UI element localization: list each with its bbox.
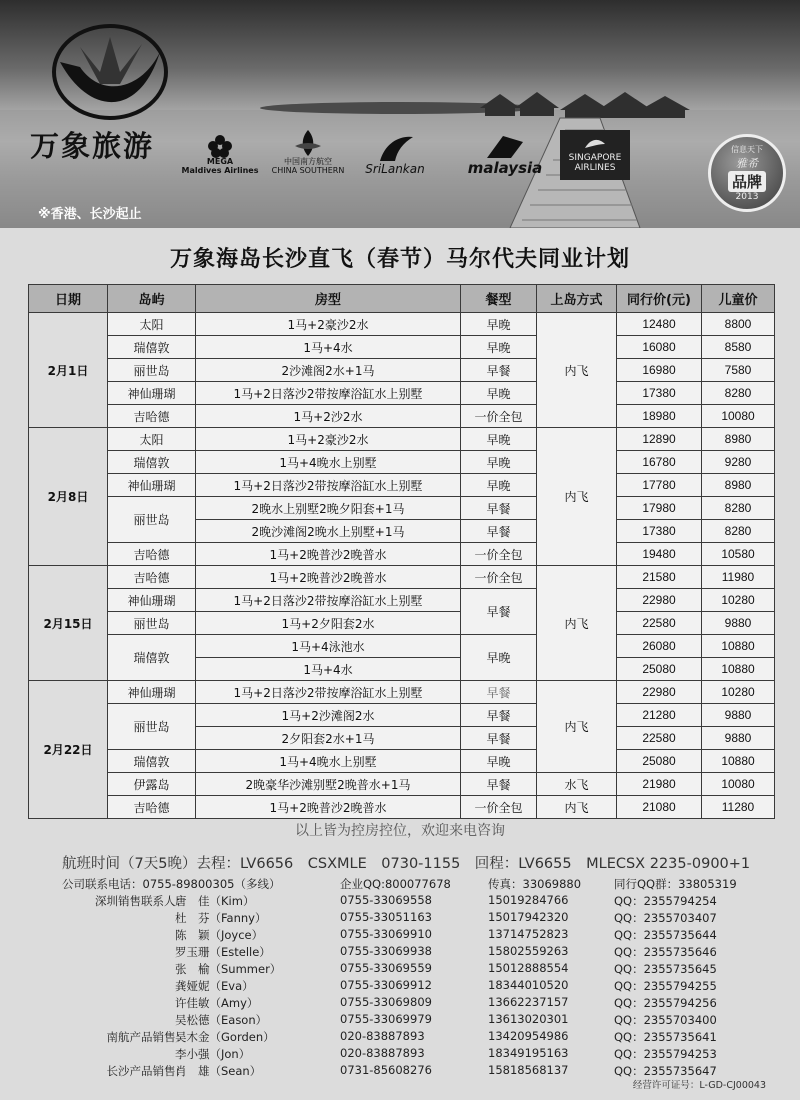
cell-price: 25080 bbox=[617, 658, 702, 681]
cell-price: 17380 bbox=[617, 520, 702, 543]
brand-award-badge bbox=[708, 134, 786, 212]
cell-meal: 早晚 bbox=[461, 336, 537, 359]
contact-phone: 0755-33069559 bbox=[340, 961, 432, 975]
cell-island: 神仙珊瑚 bbox=[108, 681, 196, 704]
cell-child-price: 10880 bbox=[702, 750, 775, 773]
contact-phone: 0755-33069809 bbox=[340, 995, 432, 1009]
cell-transfer: 内飞 bbox=[537, 313, 617, 428]
cell-room: 1马+4晚水上别墅 bbox=[196, 451, 461, 474]
cell-room: 1马+2夕阳套2水 bbox=[196, 612, 461, 635]
cell-room: 1马+2日落沙2带按摩浴缸水上别墅 bbox=[196, 589, 461, 612]
contact-group-label: 长沙产品销售： bbox=[106, 1064, 187, 1078]
contact-name: 吴木金（Gorden） bbox=[175, 1030, 275, 1044]
contact-qq: QQ：2355735645 bbox=[614, 962, 717, 976]
company-qq: 企业QQ:800077678 bbox=[340, 877, 451, 891]
itinerary-price-table bbox=[28, 284, 775, 819]
cell-date: 2月8日 bbox=[29, 428, 108, 566]
cell-island: 吉哈德 bbox=[108, 566, 196, 589]
contact-name: 吴松德（Eason） bbox=[175, 1013, 268, 1027]
cell-room: 1马+4水 bbox=[196, 336, 461, 359]
cell-meal: 早餐 bbox=[461, 359, 537, 382]
cell-price: 16980 bbox=[617, 359, 702, 382]
cell-child-price: 10080 bbox=[702, 405, 775, 428]
contact-qq: QQ：2355735644 bbox=[614, 928, 717, 942]
cell-price: 16080 bbox=[617, 336, 702, 359]
cell-child-price: 8800 bbox=[702, 313, 775, 336]
header-transfer: 上岛方式 bbox=[537, 285, 617, 313]
cell-child-price: 8980 bbox=[702, 428, 775, 451]
table-row bbox=[29, 681, 775, 704]
cell-room: 1马+2晚普沙2晚普水 bbox=[196, 543, 461, 566]
contact-mobile: 15019284766 bbox=[488, 893, 569, 907]
cell-room: 1马+4水 bbox=[196, 658, 461, 681]
airline-name-malaysia: malaysia bbox=[467, 158, 543, 177]
cell-child-price: 10080 bbox=[702, 773, 775, 796]
cell-child-price: 10580 bbox=[702, 543, 775, 566]
cell-child-price: 10280 bbox=[702, 589, 775, 612]
badge-line-1: 信息天下 bbox=[731, 145, 763, 154]
contact-row bbox=[0, 944, 800, 960]
departure-note: ※香港、长沙起止 bbox=[38, 207, 142, 222]
cell-room: 1马+4泳池水 bbox=[196, 635, 461, 658]
table-row bbox=[29, 635, 775, 658]
cell-island: 吉哈德 bbox=[108, 405, 196, 428]
cell-meal: 早晚 bbox=[461, 474, 537, 497]
contact-group-label: 南航产品销售： bbox=[106, 1030, 187, 1044]
cell-price: 21280 bbox=[617, 704, 702, 727]
cell-meal: 早晚 bbox=[461, 451, 537, 474]
cell-meal: 早餐 bbox=[461, 773, 537, 796]
cell-price: 26080 bbox=[617, 635, 702, 658]
cell-island: 太阳 bbox=[108, 313, 196, 336]
peer-qq-group: 同行QQ群：33805319 bbox=[614, 877, 737, 891]
cell-transfer: 内飞 bbox=[537, 681, 617, 773]
table-header-row bbox=[29, 285, 775, 313]
contact-mobile: 13714752823 bbox=[488, 927, 569, 941]
cell-child-price: 8280 bbox=[702, 497, 775, 520]
table-row bbox=[29, 589, 775, 612]
contact-mobile: 13613020301 bbox=[488, 1012, 569, 1026]
contact-phone: 0755-33069912 bbox=[340, 978, 432, 992]
cell-child-price: 9880 bbox=[702, 727, 775, 750]
airline-name-srilankan: SriLankan bbox=[365, 161, 425, 176]
header-date: 日期 bbox=[29, 285, 108, 313]
cell-price: 22580 bbox=[617, 727, 702, 750]
airline-name-singapore: SINGAPORE AIRLINES bbox=[568, 153, 622, 173]
contact-name: 唐 佳（Kim） bbox=[175, 894, 255, 908]
cell-meal: 早晚 bbox=[461, 750, 537, 773]
cell-child-price: 8580 bbox=[702, 336, 775, 359]
cell-child-price: 9880 bbox=[702, 704, 775, 727]
header-room: 房型 bbox=[196, 285, 461, 313]
table-row bbox=[29, 428, 775, 451]
table-row bbox=[29, 543, 775, 566]
cell-price: 21580 bbox=[617, 566, 702, 589]
cell-island: 瑞僖敦 bbox=[108, 635, 196, 681]
cell-room: 1马+2豪沙2水 bbox=[196, 428, 461, 451]
cell-room: 1马+2晚普沙2晚普水 bbox=[196, 566, 461, 589]
contact-name: 李小强（Jon） bbox=[175, 1047, 251, 1061]
company-phone: 公司联系电话：0755-89800305（多线） bbox=[62, 877, 281, 891]
cell-meal: 早晚 bbox=[461, 635, 537, 681]
contact-qq: QQ：2355703400 bbox=[614, 1013, 717, 1027]
flight-schedule: 航班时间（7天5晚）去程：LV6656 CSXMLE 0730-1155 回程：LV6655 MLECSX 2235-0900+1 bbox=[62, 856, 751, 872]
cell-child-price: 8280 bbox=[702, 382, 775, 405]
cell-price: 22980 bbox=[617, 589, 702, 612]
cell-room: 1马+4晚水上别墅 bbox=[196, 750, 461, 773]
header-child-price: 儿童价 bbox=[702, 285, 775, 313]
company-fax: 传真：33069880 bbox=[488, 877, 582, 891]
cell-price: 12480 bbox=[617, 313, 702, 336]
cell-child-price: 10280 bbox=[702, 681, 775, 704]
table-row bbox=[29, 405, 775, 428]
company-contact-row bbox=[0, 876, 800, 892]
header-meal: 餐型 bbox=[461, 285, 537, 313]
cell-transfer: 内飞 bbox=[537, 566, 617, 681]
cell-island: 伊露岛 bbox=[108, 773, 196, 796]
badge-line-3: 品牌 bbox=[728, 171, 766, 192]
cell-date: 2月1日 bbox=[29, 313, 108, 428]
cell-room: 1马+2豪沙2水 bbox=[196, 313, 461, 336]
cell-price: 19480 bbox=[617, 543, 702, 566]
cell-child-price: 7580 bbox=[702, 359, 775, 382]
cell-room: 2晚水上别墅2晚夕阳套+1马 bbox=[196, 497, 461, 520]
cell-island: 瑞僖敦 bbox=[108, 451, 196, 474]
cell-island: 神仙珊瑚 bbox=[108, 474, 196, 497]
cell-price: 12890 bbox=[617, 428, 702, 451]
cell-child-price: 9880 bbox=[702, 612, 775, 635]
cell-meal: 一价全包 bbox=[461, 543, 537, 566]
cell-island: 丽世岛 bbox=[108, 704, 196, 750]
table-row bbox=[29, 612, 775, 635]
contact-qq: QQ：2355735646 bbox=[614, 945, 717, 959]
contact-row bbox=[0, 1012, 800, 1028]
cell-child-price: 10880 bbox=[702, 658, 775, 681]
cell-price: 17980 bbox=[617, 497, 702, 520]
cell-room: 1马+2日落沙2带按摩浴缸水上别墅 bbox=[196, 681, 461, 704]
table-row bbox=[29, 359, 775, 382]
contact-mobile: 15012888554 bbox=[488, 961, 569, 975]
contact-mobile: 18344010520 bbox=[488, 978, 569, 992]
contact-qq: QQ：2355794253 bbox=[614, 1047, 717, 1061]
contact-qq: QQ：2355735641 bbox=[614, 1030, 717, 1044]
contact-name: 罗玉珊（Estelle） bbox=[175, 945, 271, 959]
cell-price: 21980 bbox=[617, 773, 702, 796]
cell-child-price: 11980 bbox=[702, 566, 775, 589]
contact-mobile: 15818568137 bbox=[488, 1063, 569, 1077]
cell-meal: 早晚 bbox=[461, 428, 537, 451]
table-row bbox=[29, 497, 775, 520]
cell-room: 1马+2日落沙2带按摩浴缸水上别墅 bbox=[196, 382, 461, 405]
contact-phone: 020-83887893 bbox=[340, 1046, 425, 1060]
badge-line-2: 雅希 bbox=[736, 157, 758, 170]
cell-room: 1马+2日落沙2带按摩浴缸水上别墅 bbox=[196, 474, 461, 497]
peacock-icon bbox=[375, 133, 415, 163]
cell-room: 1马+2沙2水 bbox=[196, 405, 461, 428]
cell-meal: 早餐 bbox=[461, 727, 537, 750]
banner bbox=[0, 0, 800, 228]
cell-island: 瑞僖敦 bbox=[108, 336, 196, 359]
cell-child-price: 11280 bbox=[702, 796, 775, 819]
contact-row bbox=[0, 995, 800, 1011]
contact-phone: 0755-33069910 bbox=[340, 927, 432, 941]
table-row bbox=[29, 474, 775, 497]
cell-room: 2晚沙滩阁2晚水上别墅+1马 bbox=[196, 520, 461, 543]
contact-phone: 0731-85608276 bbox=[340, 1063, 432, 1077]
cell-room: 2夕阳套2水+1马 bbox=[196, 727, 461, 750]
contact-qq: QQ：2355703407 bbox=[614, 911, 717, 925]
table-row bbox=[29, 773, 775, 796]
bird-icon bbox=[583, 136, 607, 154]
cell-price: 22580 bbox=[617, 612, 702, 635]
table-row bbox=[29, 704, 775, 727]
cell-price: 18980 bbox=[617, 405, 702, 428]
cell-meal: 早餐 bbox=[461, 497, 537, 520]
cell-transfer: 内飞 bbox=[537, 796, 617, 819]
airline-logo-china-southern bbox=[268, 124, 348, 176]
cell-meal: 早餐 bbox=[461, 589, 537, 635]
page-title: 万象海岛长沙直飞（春节）马尔代夫同业计划 bbox=[169, 247, 630, 272]
booking-note: 以上皆为控房控位，欢迎来电咨询 bbox=[295, 823, 505, 839]
contact-name: 杜 芬（Fanny） bbox=[175, 911, 267, 925]
cell-child-price: 8280 bbox=[702, 520, 775, 543]
airline-name-china-southern: 中国南方航空 CHINA SOUTHERN bbox=[271, 157, 345, 176]
brand-name: 万象旅游 bbox=[30, 129, 155, 163]
cell-island: 神仙珊瑚 bbox=[108, 589, 196, 612]
contact-mobile: 15802559263 bbox=[488, 944, 569, 958]
cell-island: 吉哈德 bbox=[108, 796, 196, 819]
contact-mobile: 13662237157 bbox=[488, 995, 569, 1009]
contact-mobile: 13420954986 bbox=[488, 1029, 569, 1043]
flower-icon bbox=[205, 132, 235, 158]
contact-phone: 0755-33051163 bbox=[340, 910, 432, 924]
contact-row bbox=[0, 978, 800, 994]
airline-logo-mega bbox=[180, 124, 260, 176]
contact-qq: QQ：2355794256 bbox=[614, 996, 717, 1010]
table-row bbox=[29, 750, 775, 773]
kapok-flower-icon bbox=[293, 128, 323, 158]
cell-island: 太阳 bbox=[108, 428, 196, 451]
table-row bbox=[29, 313, 775, 336]
cell-child-price: 9280 bbox=[702, 451, 775, 474]
contact-name: 陈 颖（Joyce） bbox=[175, 928, 264, 942]
cell-room: 1马+2晚普沙2晚普水 bbox=[196, 796, 461, 819]
license-number: 经营许可证号：L-GD-CJ00043 bbox=[632, 1080, 766, 1091]
cell-island: 吉哈德 bbox=[108, 543, 196, 566]
airline-logo-srilankan bbox=[352, 124, 438, 176]
cell-price: 21080 bbox=[617, 796, 702, 819]
contact-name: 肖 雄（Sean） bbox=[175, 1064, 262, 1078]
cell-transfer: 内飞 bbox=[537, 428, 617, 566]
contact-row bbox=[0, 893, 800, 909]
contact-mobile: 18349195163 bbox=[488, 1046, 569, 1060]
cell-date: 2月15日 bbox=[29, 566, 108, 681]
table-row bbox=[29, 796, 775, 819]
cell-child-price: 10880 bbox=[702, 635, 775, 658]
contact-name: 龚娅妮（Eva） bbox=[175, 979, 254, 993]
contact-row bbox=[0, 1046, 800, 1062]
contact-group-label: 深圳销售联系人： bbox=[95, 894, 187, 908]
contact-row bbox=[0, 927, 800, 943]
airline-logo-singapore bbox=[560, 130, 630, 180]
contact-row bbox=[0, 1029, 800, 1045]
contact-phone: 0755-33069558 bbox=[340, 893, 432, 907]
cell-room: 2晚豪华沙滩别墅2晚普水+1马 bbox=[196, 773, 461, 796]
cell-meal: 早餐 bbox=[461, 704, 537, 727]
cell-price: 25080 bbox=[617, 750, 702, 773]
table-row bbox=[29, 382, 775, 405]
header-island: 岛屿 bbox=[108, 285, 196, 313]
cell-transfer: 水飞 bbox=[537, 773, 617, 796]
contact-qq: QQ：2355735647 bbox=[614, 1064, 717, 1078]
cell-meal: 一价全包 bbox=[461, 566, 537, 589]
table-row bbox=[29, 336, 775, 359]
cell-price: 17780 bbox=[617, 474, 702, 497]
contact-row bbox=[0, 910, 800, 926]
contact-row bbox=[0, 961, 800, 977]
cell-island: 神仙珊瑚 bbox=[108, 382, 196, 405]
contact-name: 许佳敏（Amy） bbox=[175, 996, 259, 1010]
cell-room: 1马+2沙滩阁2水 bbox=[196, 704, 461, 727]
company-logo-icon bbox=[50, 22, 170, 122]
table-row bbox=[29, 451, 775, 474]
cell-price: 22980 bbox=[617, 681, 702, 704]
kite-icon bbox=[483, 134, 527, 160]
cell-island: 丽世岛 bbox=[108, 497, 196, 543]
cell-date: 2月22日 bbox=[29, 681, 108, 819]
cell-island: 瑞僖敦 bbox=[108, 750, 196, 773]
badge-year: 2013 bbox=[735, 192, 759, 202]
cell-meal: 早餐 bbox=[461, 681, 537, 704]
airline-logo-malaysia bbox=[460, 124, 550, 176]
contact-phone: 0755-33069979 bbox=[340, 1012, 432, 1026]
cell-meal: 早晚 bbox=[461, 313, 537, 336]
cell-island: 丽世岛 bbox=[108, 359, 196, 382]
contact-name: 张 榆（Summer） bbox=[175, 962, 282, 976]
contact-phone: 0755-33069938 bbox=[340, 944, 432, 958]
contact-qq: QQ：2355794254 bbox=[614, 894, 717, 908]
cell-price: 16780 bbox=[617, 451, 702, 474]
cell-meal: 早晚 bbox=[461, 382, 537, 405]
cell-meal: 一价全包 bbox=[461, 405, 537, 428]
airline-name-mega: MEGA Maldives Airlines bbox=[181, 157, 259, 176]
cell-child-price: 8980 bbox=[702, 474, 775, 497]
cell-meal: 早餐 bbox=[461, 520, 537, 543]
cell-meal: 一价全包 bbox=[461, 796, 537, 819]
contact-mobile: 15017942320 bbox=[488, 910, 569, 924]
table-row bbox=[29, 566, 775, 589]
cell-price: 17380 bbox=[617, 382, 702, 405]
cell-room: 2沙滩阁2水+1马 bbox=[196, 359, 461, 382]
cell-island: 丽世岛 bbox=[108, 612, 196, 635]
contact-phone: 020-83887893 bbox=[340, 1029, 425, 1043]
header-price: 同行价(元) bbox=[617, 285, 702, 313]
contact-qq: QQ：2355794255 bbox=[614, 979, 717, 993]
